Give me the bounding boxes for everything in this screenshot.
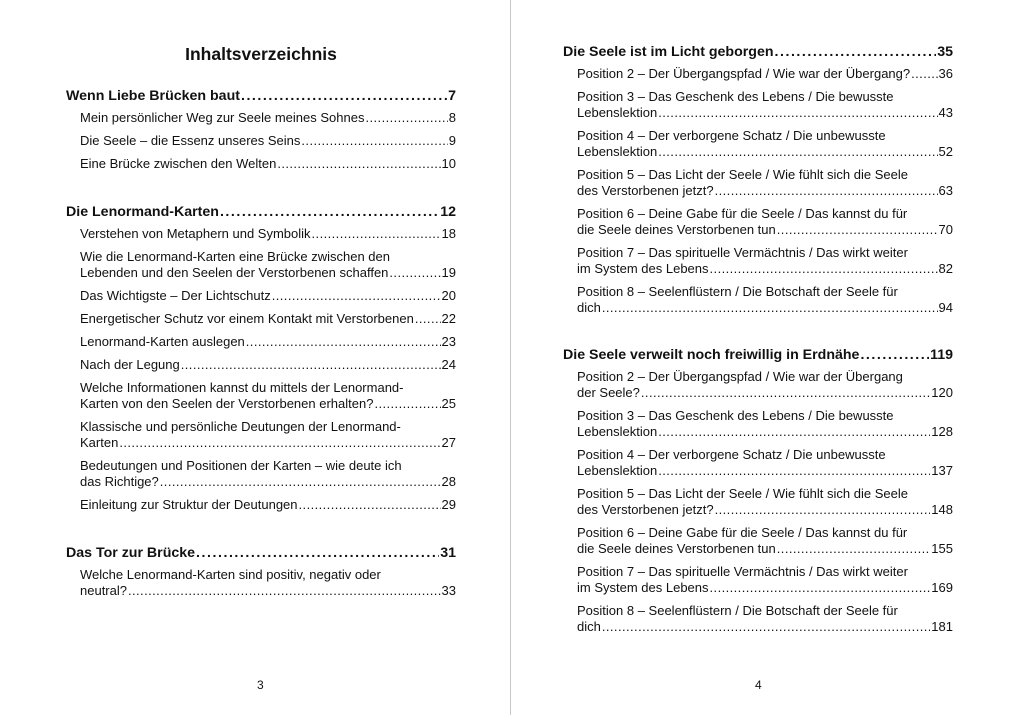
entry-title-line: Position 5 – Das Licht der Seele / Wie fühlt sich die Seele bbox=[577, 486, 908, 501]
dot-leader bbox=[272, 288, 441, 304]
entry-title: Lebenslektion bbox=[577, 144, 658, 159]
entry-page-number: 63 bbox=[938, 183, 953, 198]
entry-title: dich bbox=[577, 619, 601, 634]
entry-page-number: 31 bbox=[440, 545, 456, 561]
entry-title: des Verstorbenen jetzt? bbox=[577, 502, 714, 517]
entry-page-number: 20 bbox=[441, 288, 456, 303]
toc-chapter-entry bbox=[563, 346, 953, 364]
toc-section-entry bbox=[66, 288, 456, 304]
dot-leader bbox=[415, 311, 441, 327]
dot-leader bbox=[715, 502, 931, 518]
entry-title: Energetischer Schutz vor einem Kontakt mit Verstorbenen bbox=[80, 311, 414, 326]
entry-title-line: Klassische und persönliche Deutungen der Lenormand- bbox=[80, 419, 401, 434]
entry-title: dich bbox=[577, 300, 601, 315]
entry-title: Lebenslektion bbox=[577, 463, 658, 478]
page-number-right: 4 bbox=[755, 678, 762, 692]
toc-section-entry bbox=[563, 66, 953, 82]
entry-page-number: 36 bbox=[938, 66, 953, 81]
entry-page-number: 148 bbox=[931, 502, 953, 517]
toc-section-entry bbox=[66, 110, 456, 126]
entry-page-number: 120 bbox=[931, 385, 953, 400]
entry-title: Lenormand-Karten auslegen bbox=[80, 334, 245, 349]
dot-leader bbox=[641, 385, 930, 401]
dot-leader bbox=[246, 334, 441, 350]
entry-title: Verstehen von Metaphern und Symbolik bbox=[80, 226, 311, 241]
toc-section-entry bbox=[66, 226, 456, 242]
entry-title: Position 2 – Der Übergangspfad / Wie war der Übergang? bbox=[577, 66, 911, 81]
entry-page-number: 43 bbox=[938, 105, 953, 120]
toc-section-entry bbox=[563, 408, 953, 440]
dot-leader bbox=[911, 66, 937, 82]
toc-section-entry bbox=[563, 447, 953, 479]
toc-section-entry bbox=[563, 486, 953, 518]
entry-title-line: Bedeutungen und Positionen der Karten – wie deute ich bbox=[80, 458, 402, 473]
toc-section-entry bbox=[563, 603, 953, 635]
dot-leader bbox=[301, 133, 447, 149]
page-number-left: 3 bbox=[257, 678, 264, 692]
entry-title: Die Seele – die Essenz unseres Seins bbox=[80, 133, 301, 148]
toc-chapter-entry bbox=[66, 87, 456, 105]
entry-title: die Seele deines Verstorbenen tun bbox=[577, 222, 776, 237]
dot-leader bbox=[602, 619, 930, 635]
toc-section-entry bbox=[66, 497, 456, 513]
dot-leader bbox=[860, 346, 929, 364]
toc-section-entry bbox=[66, 249, 456, 281]
entry-title: neutral? bbox=[80, 583, 127, 598]
entry-title: Die Lenormand-Karten bbox=[66, 204, 219, 220]
toc-section-entry bbox=[66, 380, 456, 412]
dot-leader bbox=[777, 541, 931, 557]
toc-list-right bbox=[563, 43, 953, 635]
dot-leader bbox=[602, 300, 938, 316]
dot-leader bbox=[119, 435, 440, 451]
dot-leader bbox=[658, 463, 930, 479]
entry-title-line: Position 7 – Das spirituelle Vermächtnis / Das wirkt weiter bbox=[577, 564, 908, 579]
entry-title: Das Wichtigste – Der Lichtschutz bbox=[80, 288, 271, 303]
entry-title-line: Position 3 – Das Geschenk des Lebens / Die bewusste bbox=[577, 89, 894, 104]
entry-title: Eine Brücke zwischen den Welten bbox=[80, 156, 277, 171]
toc-section-entry bbox=[563, 369, 953, 401]
entry-title-line: Welche Lenormand-Karten sind positiv, negativ oder bbox=[80, 567, 381, 582]
entry-title-line: Position 8 – Seelenflüstern / Die Botschaft der Seele für bbox=[577, 603, 898, 618]
toc-chapter-entry bbox=[66, 544, 456, 562]
entry-page-number: 7 bbox=[448, 88, 456, 104]
dot-leader bbox=[374, 396, 440, 412]
entry-title-line: Position 2 – Der Übergangspfad / Wie war der Übergang bbox=[577, 369, 903, 384]
entry-page-number: 169 bbox=[931, 580, 953, 595]
entry-page-number: 23 bbox=[441, 334, 456, 349]
toc-section-entry bbox=[66, 133, 456, 149]
entry-title-line: Position 3 – Das Geschenk des Lebens / Die bewusste bbox=[577, 408, 894, 423]
entry-page-number: 70 bbox=[938, 222, 953, 237]
entry-page-number: 10 bbox=[441, 156, 456, 171]
toc-section-entry bbox=[66, 567, 456, 599]
entry-page-number: 155 bbox=[931, 541, 953, 556]
entry-title: Lebenslektion bbox=[577, 105, 658, 120]
entry-title-line: Welche Informationen kannst du mittels der Lenormand- bbox=[80, 380, 404, 395]
dot-leader bbox=[715, 183, 938, 199]
entry-page-number: 24 bbox=[441, 357, 456, 372]
dot-leader bbox=[658, 105, 937, 121]
entry-page-number: 181 bbox=[931, 619, 953, 634]
entry-title: Einleitung zur Struktur der Deutungen bbox=[80, 497, 298, 512]
entry-title-line: Position 6 – Deine Gabe für die Seele / Das kannst du für bbox=[577, 206, 908, 221]
entry-page-number: 25 bbox=[441, 396, 456, 411]
entry-page-number: 22 bbox=[441, 311, 456, 326]
entry-page-number: 12 bbox=[440, 204, 456, 220]
toc-section-entry bbox=[563, 525, 953, 557]
entry-page-number: 29 bbox=[441, 497, 456, 512]
toc-section-entry bbox=[66, 357, 456, 373]
dot-leader bbox=[710, 261, 938, 277]
entry-title: Nach der Legung bbox=[80, 357, 180, 372]
toc-chapter-entry bbox=[563, 43, 953, 61]
entry-title: Wenn Liebe Brücken baut bbox=[66, 88, 240, 104]
entry-title: Karten von den Seelen der Verstorbenen erhalten? bbox=[80, 396, 374, 411]
dot-leader bbox=[196, 544, 439, 562]
dot-leader bbox=[181, 357, 441, 373]
toc-section-entry bbox=[66, 311, 456, 327]
entry-title: das Richtige? bbox=[80, 474, 159, 489]
dot-leader bbox=[220, 203, 439, 221]
entry-page-number: 52 bbox=[938, 144, 953, 159]
entry-title-line: Position 6 – Deine Gabe für die Seele / Das kannst du für bbox=[577, 525, 908, 540]
toc-section-entry bbox=[66, 419, 456, 451]
dot-leader bbox=[389, 265, 440, 281]
dot-leader bbox=[658, 144, 937, 160]
toc-section-entry bbox=[563, 89, 953, 121]
dot-leader bbox=[777, 222, 938, 238]
entry-page-number: 18 bbox=[441, 226, 456, 241]
toc-section-entry bbox=[563, 284, 953, 316]
entry-page-number: 28 bbox=[441, 474, 456, 489]
entry-title: Das Tor zur Brücke bbox=[66, 545, 196, 561]
entry-title-line: Position 5 – Das Licht der Seele / Wie fühlt sich die Seele bbox=[577, 167, 908, 182]
entry-title: Die Seele verweilt noch freiwillig in Erdnähe bbox=[563, 347, 860, 363]
dot-leader bbox=[658, 424, 930, 440]
dot-leader bbox=[775, 43, 937, 61]
toc-section-entry bbox=[66, 334, 456, 350]
entry-title: im System des Lebens bbox=[577, 580, 709, 595]
entry-page-number: 8 bbox=[448, 110, 456, 125]
entry-page-number: 27 bbox=[441, 435, 456, 450]
dot-leader bbox=[299, 497, 441, 513]
dot-leader bbox=[710, 580, 931, 596]
entry-page-number: 19 bbox=[441, 265, 456, 280]
toc-title: Inhaltsverzeichnis bbox=[185, 44, 337, 64]
toc-section-entry bbox=[563, 564, 953, 596]
toc-section-entry bbox=[66, 458, 456, 490]
entry-title: der Seele? bbox=[577, 385, 640, 400]
toc-list-left bbox=[66, 87, 456, 599]
toc-section-entry bbox=[563, 245, 953, 277]
toc-section-entry bbox=[563, 128, 953, 160]
entry-page-number: 128 bbox=[931, 424, 953, 439]
dot-leader bbox=[128, 583, 441, 599]
dot-leader bbox=[312, 226, 441, 242]
toc-section-entry bbox=[563, 206, 953, 238]
entry-title: Die Seele ist im Licht geborgen bbox=[563, 44, 774, 60]
entry-title-line: Wie die Lenormand-Karten eine Brücke zwischen den bbox=[80, 249, 391, 264]
entry-title: Lebenslektion bbox=[577, 424, 658, 439]
entry-title-line: Position 4 – Der verborgene Schatz / Die unbewusste bbox=[577, 447, 886, 462]
entry-page-number: 119 bbox=[930, 347, 953, 363]
entry-page-number: 137 bbox=[931, 463, 953, 478]
entry-title: im System des Lebens bbox=[577, 261, 709, 276]
right-page bbox=[511, 0, 1020, 715]
toc-section-entry bbox=[66, 156, 456, 172]
entry-page-number: 9 bbox=[448, 133, 456, 148]
entry-title: die Seele deines Verstorbenen tun bbox=[577, 541, 776, 556]
entry-title: des Verstorbenen jetzt? bbox=[577, 183, 714, 198]
dot-leader bbox=[160, 474, 441, 490]
entry-page-number: 35 bbox=[937, 44, 953, 60]
dot-leader bbox=[365, 110, 447, 126]
entry-title: Lebenden und den Seelen der Verstorbenen schaffen bbox=[80, 265, 389, 280]
dot-leader bbox=[277, 156, 440, 172]
toc-section-entry bbox=[563, 167, 953, 199]
entry-title: Karten bbox=[80, 435, 119, 450]
entry-page-number: 82 bbox=[938, 261, 953, 276]
entry-page-number: 94 bbox=[938, 300, 953, 315]
dot-leader bbox=[241, 87, 447, 105]
entry-title-line: Position 7 – Das spirituelle Vermächtnis / Das wirkt weiter bbox=[577, 245, 908, 260]
entry-title: Mein persönlicher Weg zur Seele meines Sohnes bbox=[80, 110, 365, 125]
entry-title-line: Position 4 – Der verborgene Schatz / Die unbewusste bbox=[577, 128, 886, 143]
entry-page-number: 33 bbox=[441, 583, 456, 598]
entry-title-line: Position 8 – Seelenflüstern / Die Botschaft der Seele für bbox=[577, 284, 898, 299]
toc-chapter-entry bbox=[66, 203, 456, 221]
